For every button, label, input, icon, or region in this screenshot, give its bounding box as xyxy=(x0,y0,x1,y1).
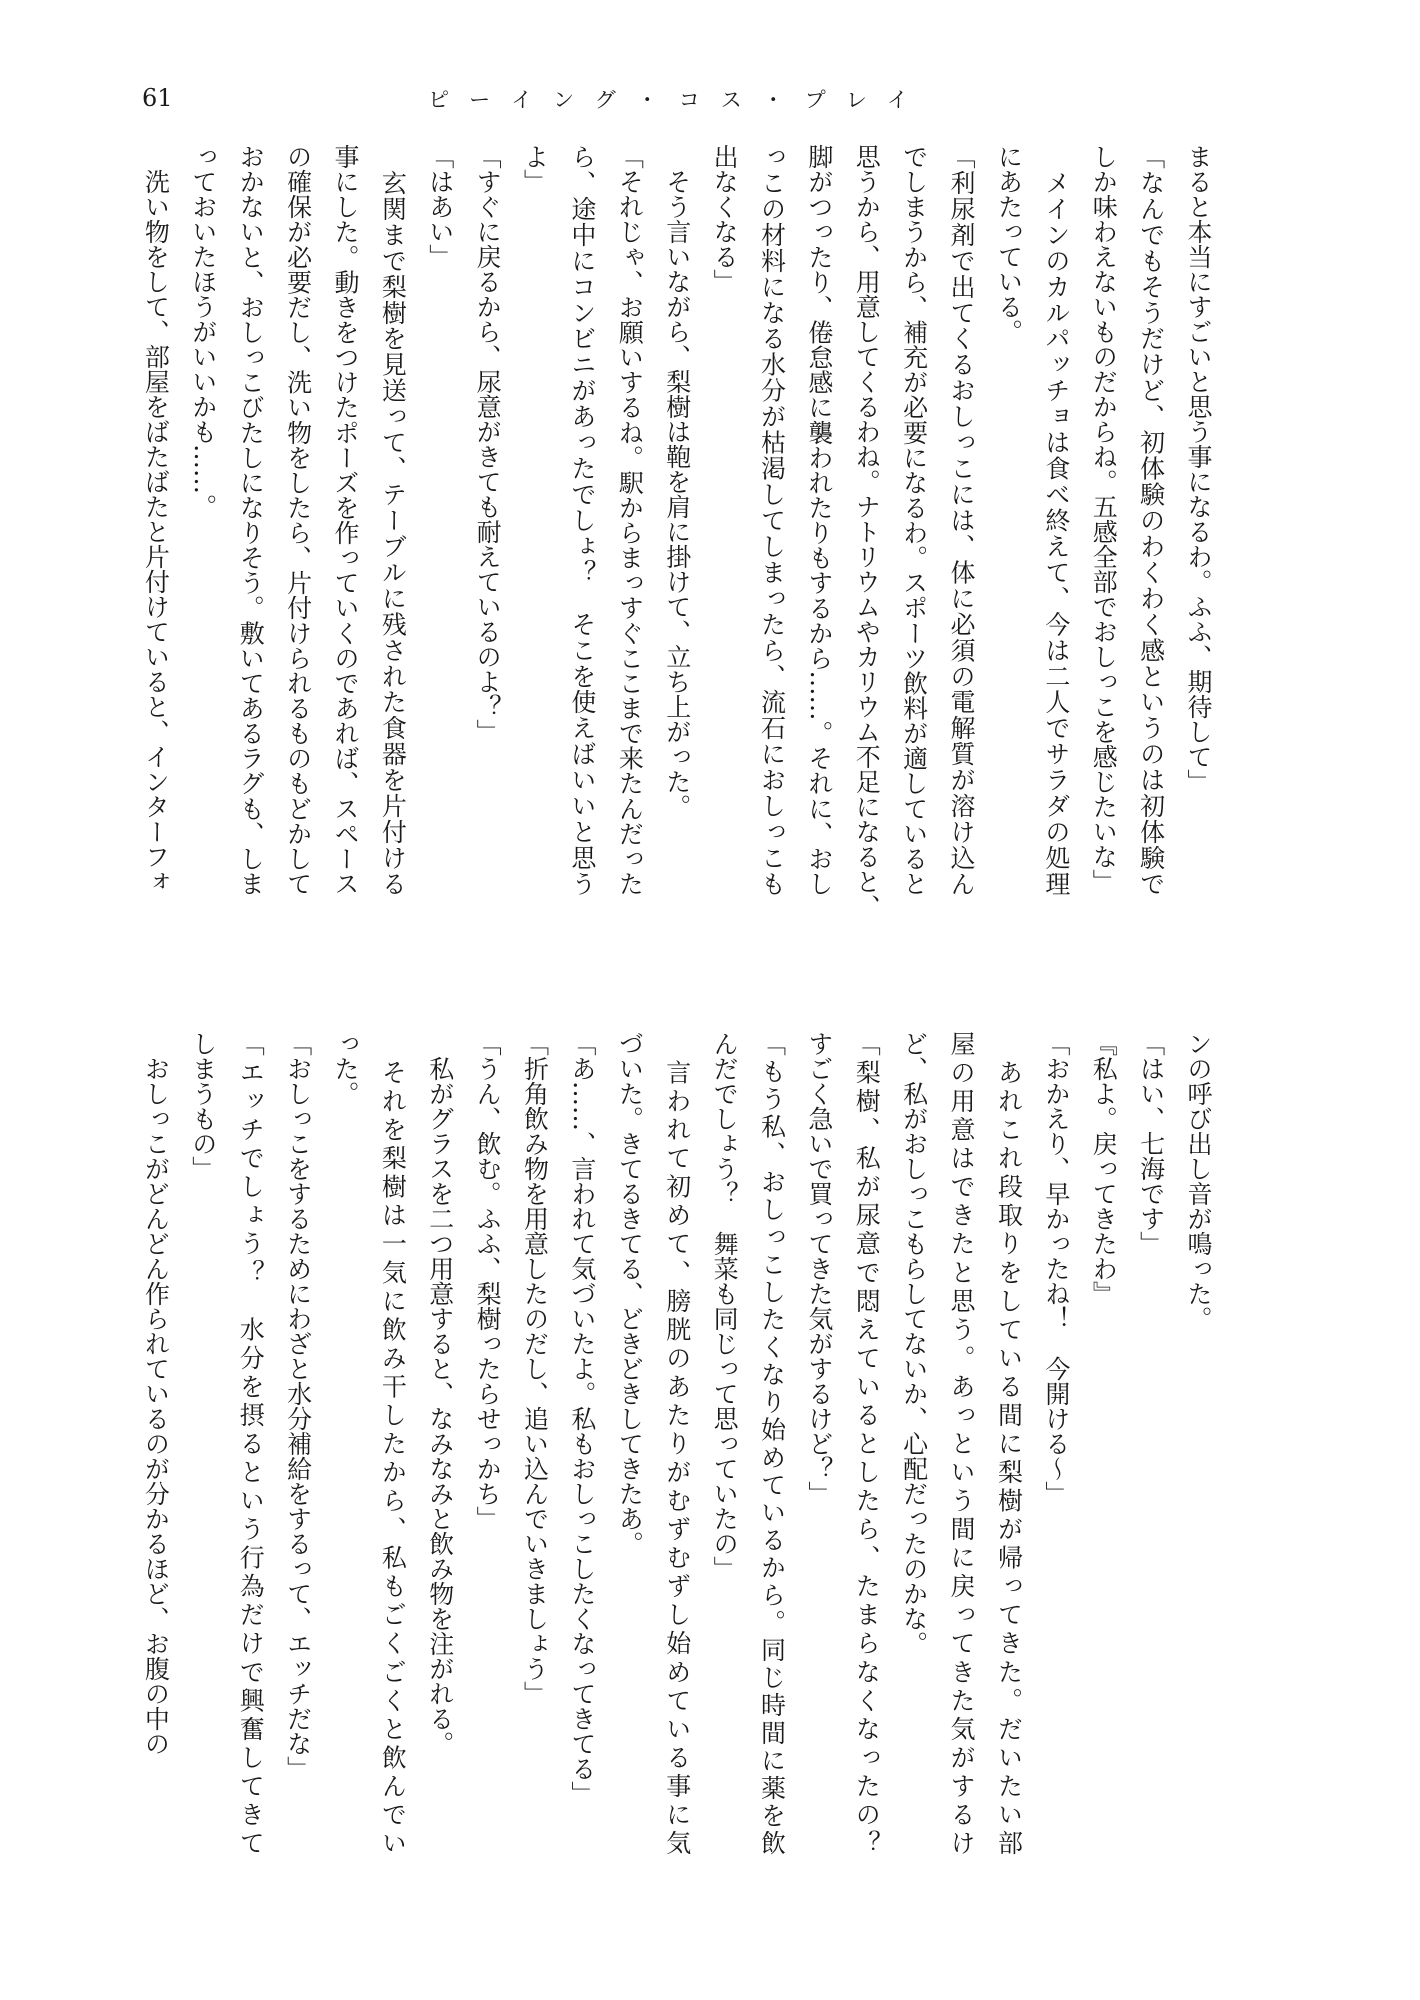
text-line: 思うから、用意してくるわね。ナトリウムやカリウム不足になると、 xyxy=(852,144,882,919)
text-line: 屋の用意はできたと思う。あっという間に戻ってきた気がするけ xyxy=(947,1031,977,1855)
text-line: 出なくなる」 xyxy=(710,144,740,294)
text-line: っておいたほうがいいかも……。 xyxy=(188,144,218,519)
text-line: 「折角飲み物を用意したのだし、追い込んでいきましょう」 xyxy=(520,1031,550,1706)
text-line: の確保が必要だし、洗い物をしたら、片付けられるものもどかして xyxy=(283,144,313,896)
text-line: 事にした。動きをつけたポーズを作っていくのであれば、スペース xyxy=(330,144,360,896)
text-line: そう言いながら、梨樹は鞄を肩に掛けて、立ち上がった。 xyxy=(662,144,692,819)
text-line: ンの呼び出し音が鳴った。 xyxy=(1184,1031,1213,1331)
text-line: ら、途中にコンビニがあったでしょ？ そこを使えばいいと思う xyxy=(567,144,597,897)
text-line: でしまうから、補充が必要になるわ。スポーツ飲料が適していると xyxy=(899,144,929,896)
text-line: 「すぐに戻るから、尿意がきても耐えているのよ？」 xyxy=(473,144,503,744)
text-line: すごく急いで買ってきた気がするけど？」 xyxy=(804,1031,834,1506)
page-number: 61 xyxy=(142,84,173,112)
text-line: 「おかえり、早かったね！ 今開ける～」 xyxy=(1041,1031,1071,1506)
text-line: んだでしょう？ 舞菜も同じって思っていたの」 xyxy=(710,1031,740,1581)
text-line: ど、私がおしっこもらしてないか、心配だったのかな。 xyxy=(899,1031,929,1656)
text-line: 「おしっこをするためにわざと水分補給をするって、エッチだな」 xyxy=(283,1031,313,1781)
text-line: 『私よ。戻ってきたわ』 xyxy=(1089,1031,1119,1306)
text-line: よ」 xyxy=(520,144,550,194)
text-line: あれこれ段取りをしている間に梨樹が帰ってきた。だいたい部 xyxy=(994,1031,1024,1855)
text-line: 「それじゃ、お願いするね。駅からまっすぐここまで来たんだった xyxy=(615,144,645,896)
text-line: メインのカルパッチョは食べ終えて、今は二人でサラダの処理 xyxy=(1041,144,1071,897)
text-line: おかないと、おしっこびたしになりそう。敷いてあるラグも、しま xyxy=(236,144,266,896)
text-line: 「はい、七海です」 xyxy=(1136,1031,1166,1256)
text-line: 言われて初めて、膀胱のあたりがむずむずし始めている事に気 xyxy=(662,1031,692,1855)
upper-text-block xyxy=(132,144,1222,919)
text-line: 玄関まで梨樹を見送って、テーブルに残された食器を片付ける xyxy=(378,144,408,896)
text-line: った。 xyxy=(330,1031,360,1106)
text-line: それを梨樹は一気に飲み干したから、私もごくごくと飲んでい xyxy=(378,1031,408,1855)
lower-text-block xyxy=(132,1031,1222,1855)
text-line: 「エッチでしょう？ 水分を摂るという行為だけで興奮してきて xyxy=(236,1031,266,1855)
text-line: おしっこがどんどん作られているのが分かるほど、お腹の中の xyxy=(141,1031,171,1756)
text-line: にあたっている。 xyxy=(994,144,1024,344)
text-line: 脚がつったり、倦怠感に襲われたりもするから……。それに、おし xyxy=(804,144,834,896)
running-title: ピーイング・コス・プレイ xyxy=(428,88,929,112)
text-line: 私がグラスを二つ用意すると、なみなみと飲み物を注がれる。 xyxy=(425,1031,455,1756)
text-line: 「梨樹、私が尿意で悶えているとしたら、たまらなくなったの？ xyxy=(852,1031,882,1855)
text-line: 「利尿剤で出てくるおしっこには、体に必須の電解質が溶け込ん xyxy=(947,144,977,897)
text-line: しまうもの」 xyxy=(188,1031,218,1181)
text-line: 「はあい」 xyxy=(425,144,455,269)
text-line: 「もう私、おしっこしたくなり始めているから。同じ時間に薬を飲 xyxy=(757,1031,787,1855)
text-line: 「あ……、言われて気づいたよ。私もおしっこしたくなってきてる」 xyxy=(567,1031,597,1806)
text-line: まると本当にすごいと思う事になるわ。ふふ、期待して」 xyxy=(1184,144,1213,794)
text-line: 「なんでもそうだけど、初体験のわくわく感というのは初体験で xyxy=(1136,144,1166,896)
text-line: しか味わえないものだからね。五感全部でおしっこを感じたいな」 xyxy=(1089,144,1119,894)
text-line: づいた。きてるきてる、どきどきしてきたあ。 xyxy=(615,1031,645,1556)
text-line: 洗い物をして、部屋をばたばたと片付けていると、インターフォ xyxy=(141,144,171,894)
text-line: 「うん、飲む。ふふ、梨樹ったらせっかち」 xyxy=(473,1031,503,1531)
text-line: っこの材料になる水分が枯渇してしまったら、流石におしっこも xyxy=(757,144,787,897)
